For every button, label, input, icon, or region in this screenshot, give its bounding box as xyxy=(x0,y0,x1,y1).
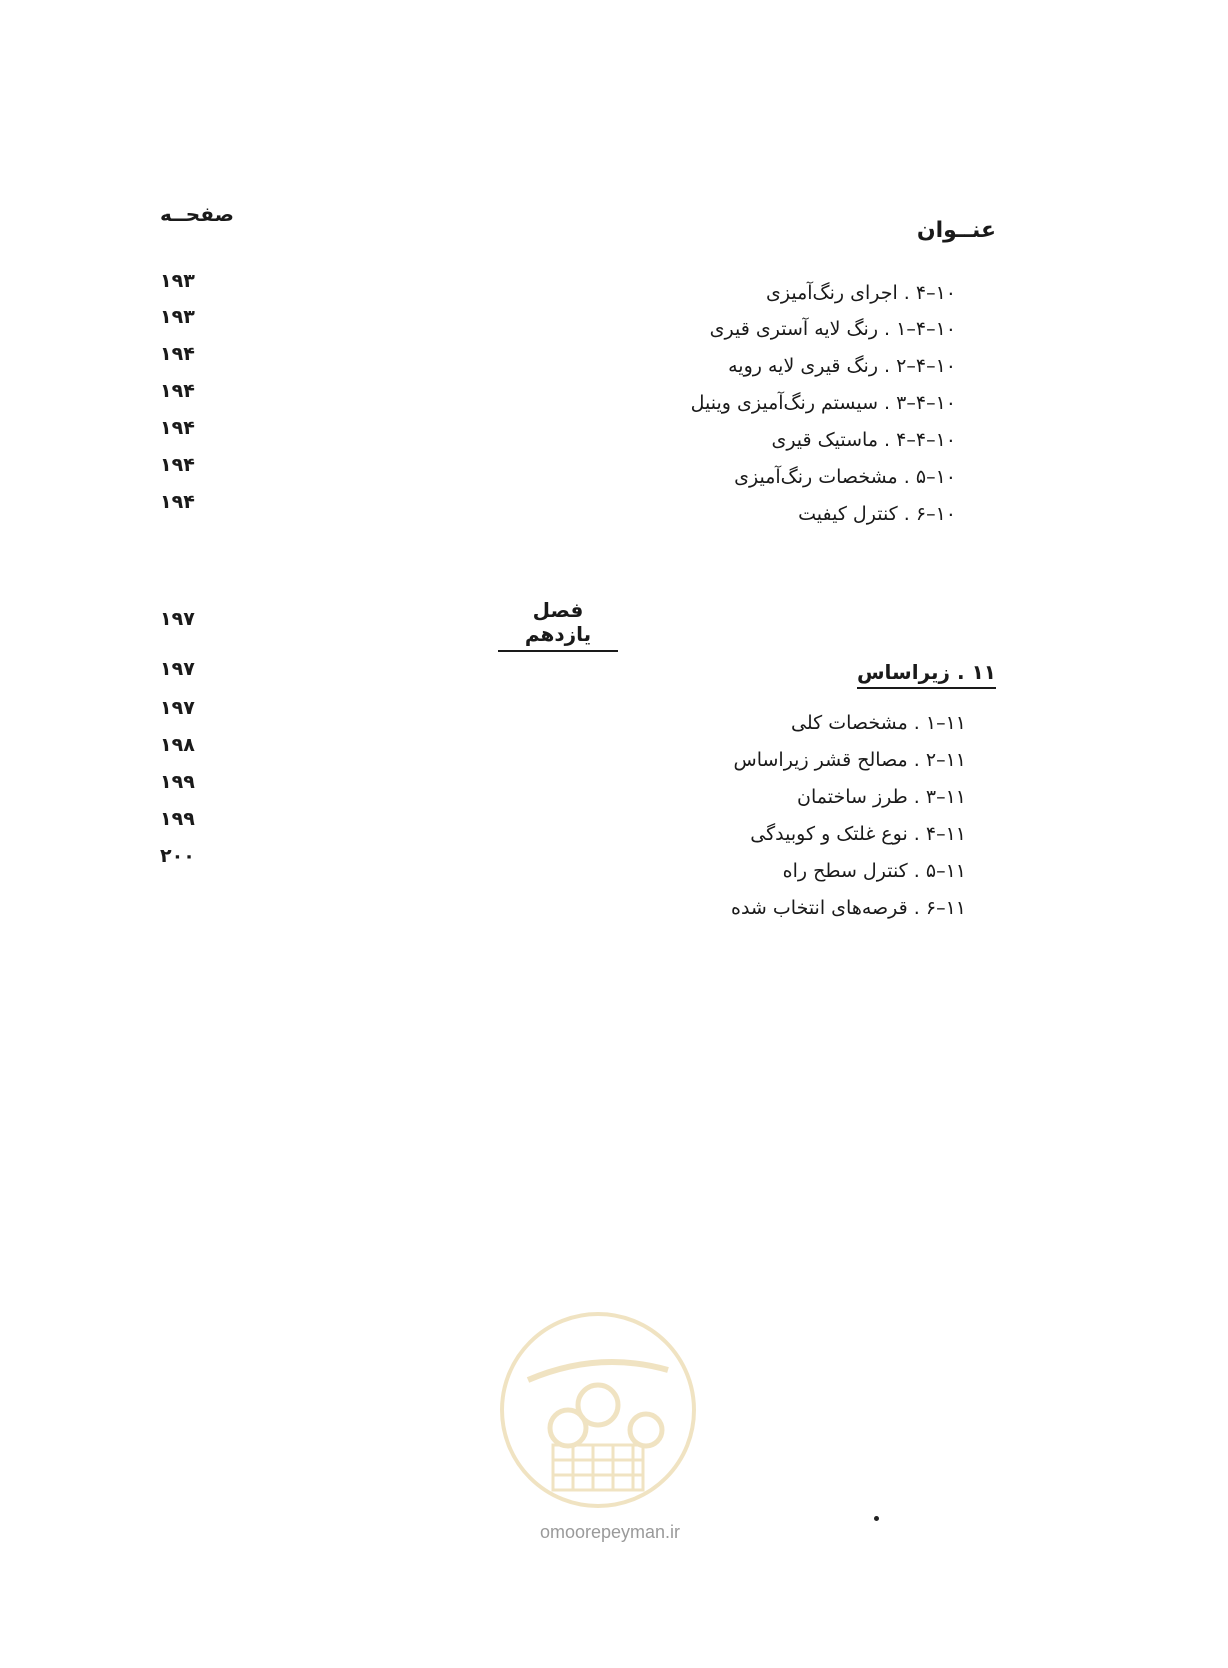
toc-entry-page: ۱۹۴ xyxy=(160,491,195,513)
toc-entry-page: ۱۹۸ xyxy=(160,734,195,756)
toc-entry-title: ۱۰–۴–۴ . ماستیک قیری xyxy=(771,429,956,451)
toc-entry-title: ۱۰–۴–۳ . سیستم رنگ‌آمیزی وینیل xyxy=(690,392,956,414)
toc-entry-page: ۱۹۷ xyxy=(160,697,195,719)
toc-entry-title: ۱۱–۲ . مصالح قشر زیراساس xyxy=(733,749,966,771)
page-dot xyxy=(874,1516,879,1521)
toc-entry-title: ۱۰–۴–۲ . رنگ قیری لایه رویه xyxy=(728,355,956,377)
page-column-header: صفحــه xyxy=(160,202,234,226)
toc-entry-page: ۱۹۷ xyxy=(160,658,195,680)
toc-entry-page: ۱۹۴ xyxy=(160,454,195,476)
toc-entry-page: ۱۹۹ xyxy=(160,808,195,830)
section-title: ۱۱ . زیراساس xyxy=(857,660,996,689)
toc-entry-title: ۱۰–۴ . اجرای رنگ‌آمیزی xyxy=(766,282,956,304)
toc-entry-page: ۱۹۴ xyxy=(160,343,195,365)
toc-entry-title: ۱۱–۱ . مشخصات کلی xyxy=(790,712,966,734)
toc-entry-title: ۱۱–۵ . کنترل سطح راه xyxy=(782,860,966,882)
toc-entry-page: ۱۹۴ xyxy=(160,380,195,402)
toc-entry-title: ۱۰–۴–۱ . رنگ لایه آستری قیری xyxy=(709,318,956,340)
section-page: ۱۹۷ xyxy=(160,608,195,630)
watermark-logo xyxy=(498,1310,698,1510)
toc-entry-title: ۱۱–۶ . قرصه‌های انتخاب شده xyxy=(731,897,966,919)
toc-entry-title: ۱۰–۵ . مشخصات رنگ‌آمیزی xyxy=(734,466,956,488)
toc-entry-page: ۱۹۳ xyxy=(160,306,195,328)
watermark-site: omoorepeyman.ir xyxy=(539,1522,681,1542)
toc-entry-page: ۲۰۰ xyxy=(160,845,195,867)
toc-entry-title: ۱۰–۶ . کنترل کیفیت xyxy=(798,503,956,525)
toc-entry-title: ۱۱–۳ . طرز ساختمان xyxy=(797,786,966,808)
title-column-header: عنــوان xyxy=(916,218,996,243)
chapter-title: فصل یازدهم xyxy=(498,598,618,652)
toc-entry-title: ۱۱–۴ . نوع غلتک و کوبیدگی xyxy=(750,823,966,845)
toc-entry-page: ۱۹۳ xyxy=(160,270,195,292)
toc-entry-page: ۱۹۹ xyxy=(160,771,195,793)
toc-entry-page: ۱۹۴ xyxy=(160,417,195,439)
